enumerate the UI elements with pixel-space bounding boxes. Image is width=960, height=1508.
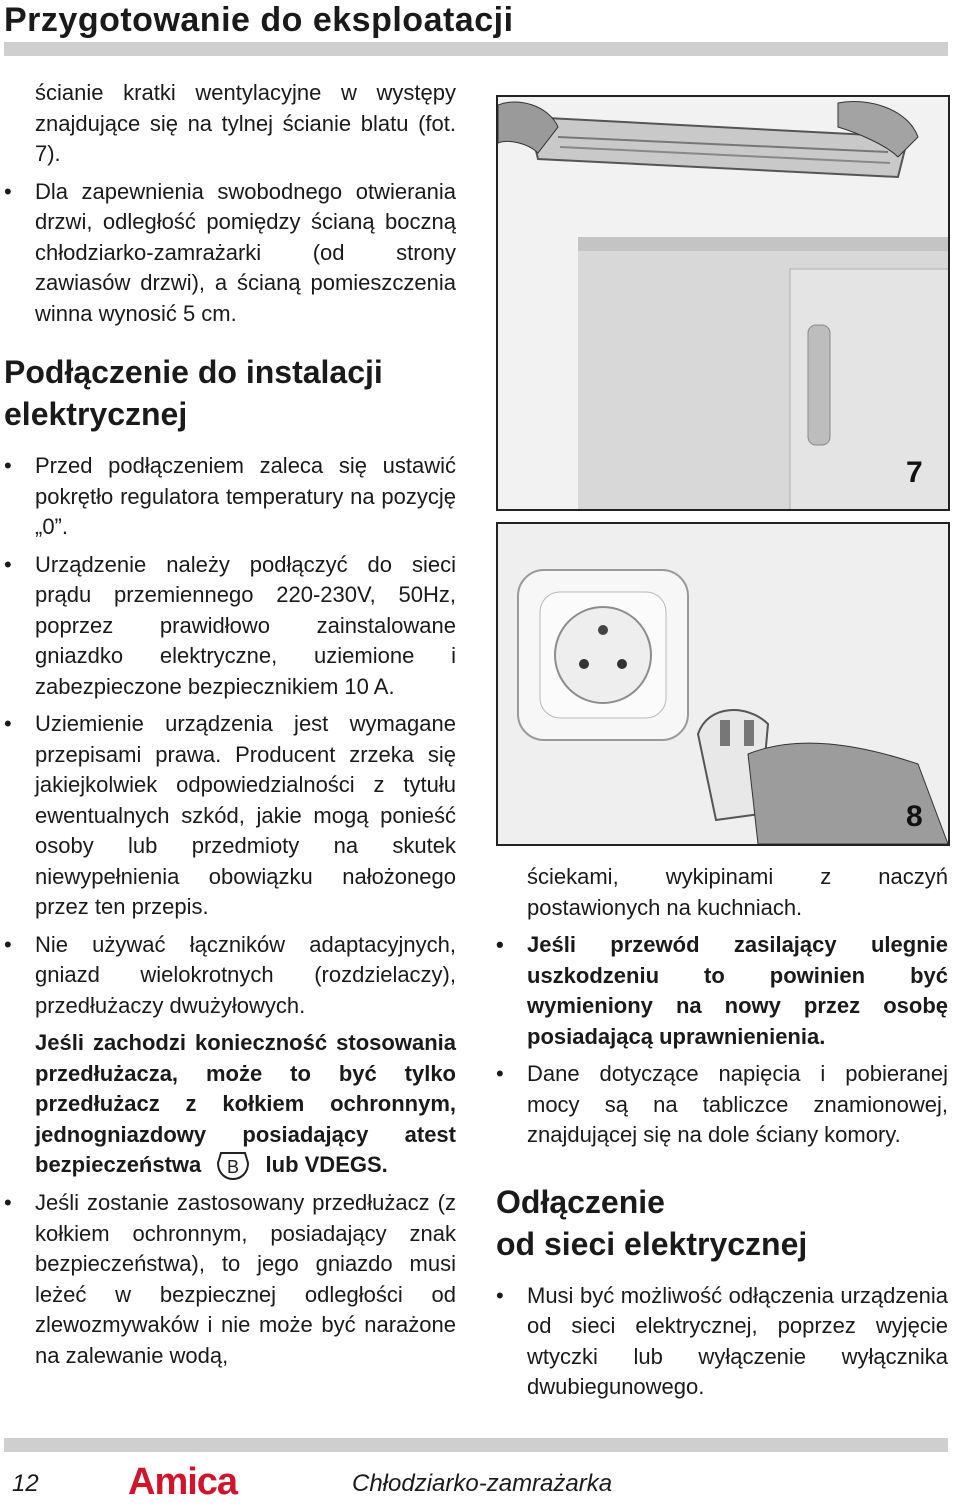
- footer-rule: [4, 1438, 948, 1452]
- photo-socket: [496, 522, 950, 846]
- logo-text: Amica: [128, 1461, 238, 1500]
- left-column: [4, 78, 456, 1378]
- bullet-dot: •: [4, 453, 12, 478]
- bullet-text: Jeśli zostanie zastosowany przedłużacz (z kołkiem ochronnym, posiadający znak bezpieczeństwa), to jego gniazdo musi leżeć w bezpiecznej odległości od zlewozmywaków i nie może być narażone na zalewanie wodą,: [35, 1190, 456, 1368]
- bullet-5: [4, 1188, 456, 1371]
- bullet-2: [4, 550, 456, 703]
- note-text-end: lub VDEGS.: [265, 1152, 388, 1177]
- bullet-rating-plate: [496, 1059, 948, 1151]
- bullet-text: Urządzenie należy podłączyć do sieci prądu przemiennego 220-230V, 50Hz, poprzez prawidłowo zainstalowane gniazdko elektryczne, uziemione i zabezpieczone bezpiecznikiem 10 A.: [35, 551, 456, 699]
- amica-logo: [128, 1460, 246, 1500]
- worktop-photo-illustration: [498, 97, 948, 509]
- bullet-text: Przed podłączeniem zaleca się ustawić pokrętło regulatora temperatury na pozycję „0”.: [35, 453, 456, 539]
- section-heading-electrical: Podłączenie do instalacji elektrycznej: [4, 354, 383, 432]
- bullet-text: Jeśli przewód zasilający ulegnie uszkodzeniu to powinien być wymieniony na nowy przez osobę posiadającą uprawnienienia.: [527, 932, 948, 1049]
- extension-cord-note: [4, 1028, 456, 1181]
- safety-b-mark-icon: [215, 1151, 251, 1181]
- page-number: 12: [12, 1470, 39, 1497]
- bullet-dot: •: [496, 1061, 504, 1086]
- bullet-door-spacing: [4, 177, 456, 330]
- bullet-dot: •: [496, 932, 504, 957]
- note-text-start: Jeśli zachodzi konieczność stosowania przedłużacza, może to być tylko przedłużacz z kołkiem ochronnym, jednogniazdowy posiadający atest bezpieczeństwa: [35, 1030, 456, 1177]
- bullet-text: Dane dotyczące napięcia i pobieranej mocy są na tabliczce znamionowej, znajdującej się na dole ściany komory.: [527, 1061, 948, 1147]
- bullet-dot: •: [4, 178, 12, 204]
- bullet-disconnect: [496, 1281, 948, 1403]
- bullet-1: [4, 451, 456, 543]
- heading-line-1: Odłączenie: [496, 1183, 665, 1220]
- heading-line-2: od sieci elektrycznej: [496, 1225, 808, 1262]
- header-rule: [4, 42, 948, 56]
- bullet-dot: •: [4, 551, 12, 577]
- bullet-text: Nie używać łączników adaptacyjnych, gniazd wielokrotnych (rozdzielaczy), przedłużaczy dwużyłowych.: [35, 931, 456, 1018]
- socket-photo-illustration: [498, 524, 948, 844]
- bullet-text: Musi być możliwość odłączenia urządzenia od sieci elektrycznej, poprzez wyjęcie wtyczki lub wyłączenie wyłącznika dwubiegunowego.: [527, 1282, 948, 1399]
- bullet-3: [4, 709, 456, 923]
- bullet-dot: •: [496, 1282, 504, 1308]
- figure-number-8: 8: [906, 800, 923, 833]
- bullet-dot: •: [4, 711, 12, 736]
- continuation-text: ściekami, wykipinami z naczyń postawionych na kuchniach.: [527, 864, 948, 920]
- section-heading-disconnect: [496, 1181, 948, 1265]
- right-column: [496, 862, 948, 1410]
- photo-worktop: [496, 95, 950, 511]
- bullet-text: Dla zapewnienia swobodnego otwierania drzwi, odległość pomiędzy ścianą boczną chłodziarko-zamrażarki (od strony zawiasów drzwi), a ścianą pomieszczenia winna wynosić 5 cm.: [35, 178, 456, 326]
- bullet-4: [4, 930, 456, 1022]
- footer-product-title: Chłodziarko-zamrażarka: [352, 1470, 613, 1497]
- bullet-text: Uziemienie urządzenia jest wymagane przepisami prawa. Producent zrzeka się jakiejkolwiek odpowiedzialności z tytułu ewentualnych szkód, jakie mogą ponieść osoby lub przedmioty na skutek niewypełnienia obowiązku nałożonego przez ten przepis.: [35, 711, 456, 919]
- bullet-dot: •: [4, 931, 12, 957]
- bullet-dot: •: [4, 1190, 12, 1216]
- page-title: Przygotowanie do eksploatacji: [4, 1, 514, 39]
- safety-mark-letter: B: [227, 1157, 240, 1178]
- figure-number-7: 7: [906, 456, 923, 489]
- intro-text: ścianie kratki wentylacyjne w występy znajdujące się na tylnej ścianie blatu (fot. 7).: [35, 80, 456, 166]
- bullet-power-cable: [496, 930, 948, 1052]
